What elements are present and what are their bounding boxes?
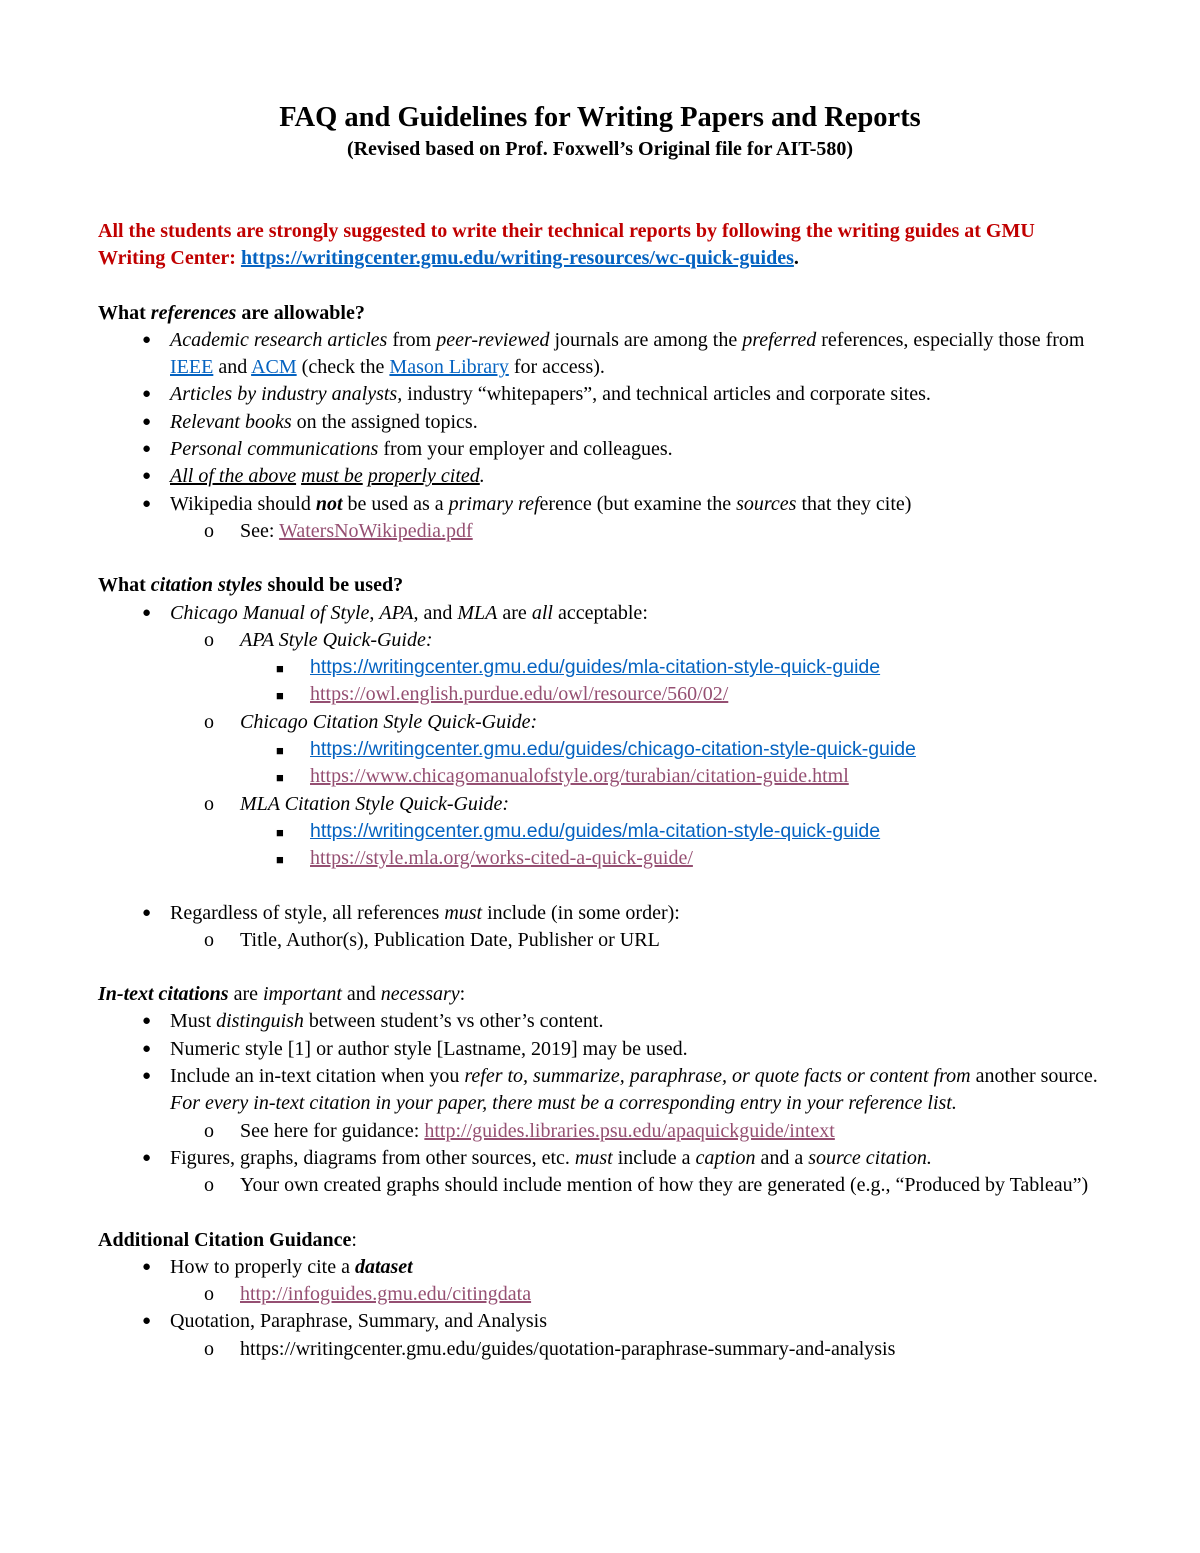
list-item <box>98 1281 1102 1308</box>
page-subtitle: (Revised based on Prof. Foxwell’s Original file for AIT-580) <box>346 138 854 160</box>
ieee-link[interactable]: IEEE <box>170 356 214 379</box>
circle-bullet-icon: o <box>204 1283 214 1306</box>
intext-section <box>98 981 1102 1199</box>
list-item: ● Numeric style [1] or author style [Lastname, 2019] may be used. <box>98 1036 1102 1063</box>
circle-bullet-icon: o <box>204 1174 214 1197</box>
additional-guidance-heading: Additional Citation Guidance: <box>98 1228 357 1251</box>
references-heading: What references are allowable? <box>98 301 365 324</box>
circle-bullet-icon: o <box>204 1337 214 1360</box>
list-item: o Your own created graphs should include mention of how they are generated (e.g., “Produced by Tableau”) <box>98 1172 1102 1199</box>
list-item <box>98 681 1102 708</box>
list-item <box>98 1336 1102 1363</box>
bullet-icon: ● <box>142 1313 152 1330</box>
bullet-icon: ● <box>142 904 152 921</box>
bullet-icon: ● <box>142 495 152 512</box>
square-bullet-icon: ■ <box>276 661 284 677</box>
bullet-icon: ● <box>142 1068 152 1085</box>
circle-bullet-icon: o <box>204 519 214 542</box>
list-item: o Chicago Citation Style Quick-Guide: <box>98 709 1102 736</box>
list-item: ● Must distinguish between student’s vs other’s content. <box>98 1008 1102 1035</box>
chicago-manual-link[interactable]: https://www.chicagomanualofstyle.org/turabian/citation-guide.html <box>310 765 849 788</box>
list-item: ● Wikipedia should not be used as a primary reference (but examine the sources that they cite) <box>98 491 1102 518</box>
list-item <box>98 845 1102 872</box>
square-bullet-icon: ■ <box>276 852 284 868</box>
square-bullet-icon: ■ <box>276 688 284 704</box>
mla-style-link[interactable]: https://style.mla.org/works-cited-a-quick-guide/ <box>310 847 693 870</box>
citing-data-link[interactable]: http://infoguides.gmu.edu/citingdata <box>240 1283 532 1306</box>
references-list <box>98 327 1102 545</box>
citation-styles-heading: What citation styles should be used? <box>98 574 404 597</box>
list-item: ● Regardless of style, all references must include (in some order): <box>98 900 1102 927</box>
bullet-icon: ● <box>142 386 152 403</box>
chicago-writingcenter-link[interactable]: https://writingcenter.gmu.edu/guides/chicago-citation-style-quick-guide <box>310 738 916 761</box>
citation-styles-section <box>98 572 1102 954</box>
waters-no-wikipedia-link[interactable]: WatersNoWikipedia.pdf <box>279 519 473 542</box>
list-item <box>98 654 1102 681</box>
notice-end: . <box>793 247 799 270</box>
bullet-icon: ● <box>142 331 152 348</box>
list-item: ● Academic research articles from peer-reviewed journals are among the preferred references, especially those from IEEE and ACM (check the Mason Library for access). <box>142 328 1085 379</box>
intext-heading: In-text citations are important and necessary: <box>98 983 466 1006</box>
list-item: ● Include an in-text citation when you refer to, summarize, paraphrase, or quote facts or content from another source. For every in-text citation in your paper, there must be a corresponding entry in your reference list. <box>142 1065 1098 1115</box>
list-item: ● Figures, graphs, diagrams from other sources, etc. must include a caption and a source citation. <box>98 1145 1102 1172</box>
apa-writingcenter-link[interactable]: https://writingcenter.gmu.edu/guides/mla-citation-style-quick-guide <box>310 656 881 679</box>
bullet-icon: ● <box>142 413 152 430</box>
list-item: o MLA Citation Style Quick-Guide: <box>98 791 1102 818</box>
bullet-icon: ● <box>142 441 152 458</box>
list-item: o See here for guidance: http://guides.libraries.psu.edu/apaquickguide/intext <box>98 1118 1102 1145</box>
apa-purdue-owl-link[interactable]: https://owl.english.purdue.edu/owl/resource/560/02/ <box>310 683 729 706</box>
document-page <box>98 100 1102 1363</box>
citation-requirements-list <box>98 900 1102 955</box>
citation-styles-list <box>98 600 1102 873</box>
wc-quick-guides-link[interactable]: https://writingcenter.gmu.edu/writing-resources/wc-quick-guides <box>240 247 794 270</box>
bullet-icon: ● <box>142 1258 152 1275</box>
square-bullet-icon: ■ <box>276 770 284 786</box>
list-item <box>98 736 1102 763</box>
intext-list <box>98 1008 1102 1199</box>
circle-bullet-icon: o <box>204 928 214 951</box>
additional-guidance-list <box>98 1254 1102 1363</box>
list-item: ● Chicago Manual of Style, APA, and MLA are all acceptable: <box>98 600 1102 627</box>
list-item: o Title, Author(s), Publication Date, Publisher or URL <box>98 927 1102 954</box>
quotation-guide-url: https://writingcenter.gmu.edu/guides/quotation-paraphrase-summary-and-analysis <box>240 1337 896 1360</box>
square-bullet-icon: ■ <box>276 824 284 840</box>
acm-link[interactable]: ACM <box>251 356 297 379</box>
mason-library-link[interactable]: Mason Library <box>389 356 509 379</box>
list-item: ● Relevant books on the assigned topics. <box>98 409 1102 436</box>
additional-guidance-section <box>98 1227 1102 1363</box>
list-item <box>98 763 1102 790</box>
mla-writingcenter-link[interactable]: https://writingcenter.gmu.edu/guides/mla-citation-style-quick-guide <box>310 819 881 842</box>
list-item: ● All of the above must be properly cited. <box>98 463 1102 490</box>
circle-bullet-icon: o <box>204 792 214 815</box>
bullet-icon: ● <box>142 1149 152 1166</box>
list-item: o See: WatersNoWikipedia.pdf <box>98 518 1102 545</box>
list-item: ● Quotation, Paraphrase, Summary, and Analysis <box>98 1308 1102 1335</box>
circle-bullet-icon: o <box>204 628 214 651</box>
list-item: o APA Style Quick-Guide: <box>98 627 1102 654</box>
bullet-icon: ● <box>142 604 152 621</box>
bullet-icon: ● <box>142 1013 152 1030</box>
page-title: FAQ and Guidelines for Writing Papers and Reports <box>279 102 921 133</box>
bullet-icon: ● <box>142 1040 152 1057</box>
circle-bullet-icon: o <box>204 1119 214 1142</box>
list-item: ● How to properly cite a dataset <box>98 1254 1102 1281</box>
references-section <box>98 300 1102 546</box>
square-bullet-icon: ■ <box>276 743 284 759</box>
psu-apa-guide-link[interactable]: http://guides.libraries.psu.edu/apaquickguide/intext <box>424 1119 835 1142</box>
list-item: ● Articles by industry analysts, industry “whitepapers”, and technical articles and corporate sites. <box>98 381 1102 408</box>
list-item <box>98 818 1102 845</box>
list-item: ● Personal communications from your employer and colleagues. <box>98 436 1102 463</box>
notice-paragraph <box>98 218 1102 273</box>
notice-text: All the students are strongly suggested to write their technical reports by following the writing guides at GMU Writing Center: <box>98 220 1035 270</box>
bullet-icon: ● <box>142 468 152 485</box>
circle-bullet-icon: o <box>204 710 214 733</box>
